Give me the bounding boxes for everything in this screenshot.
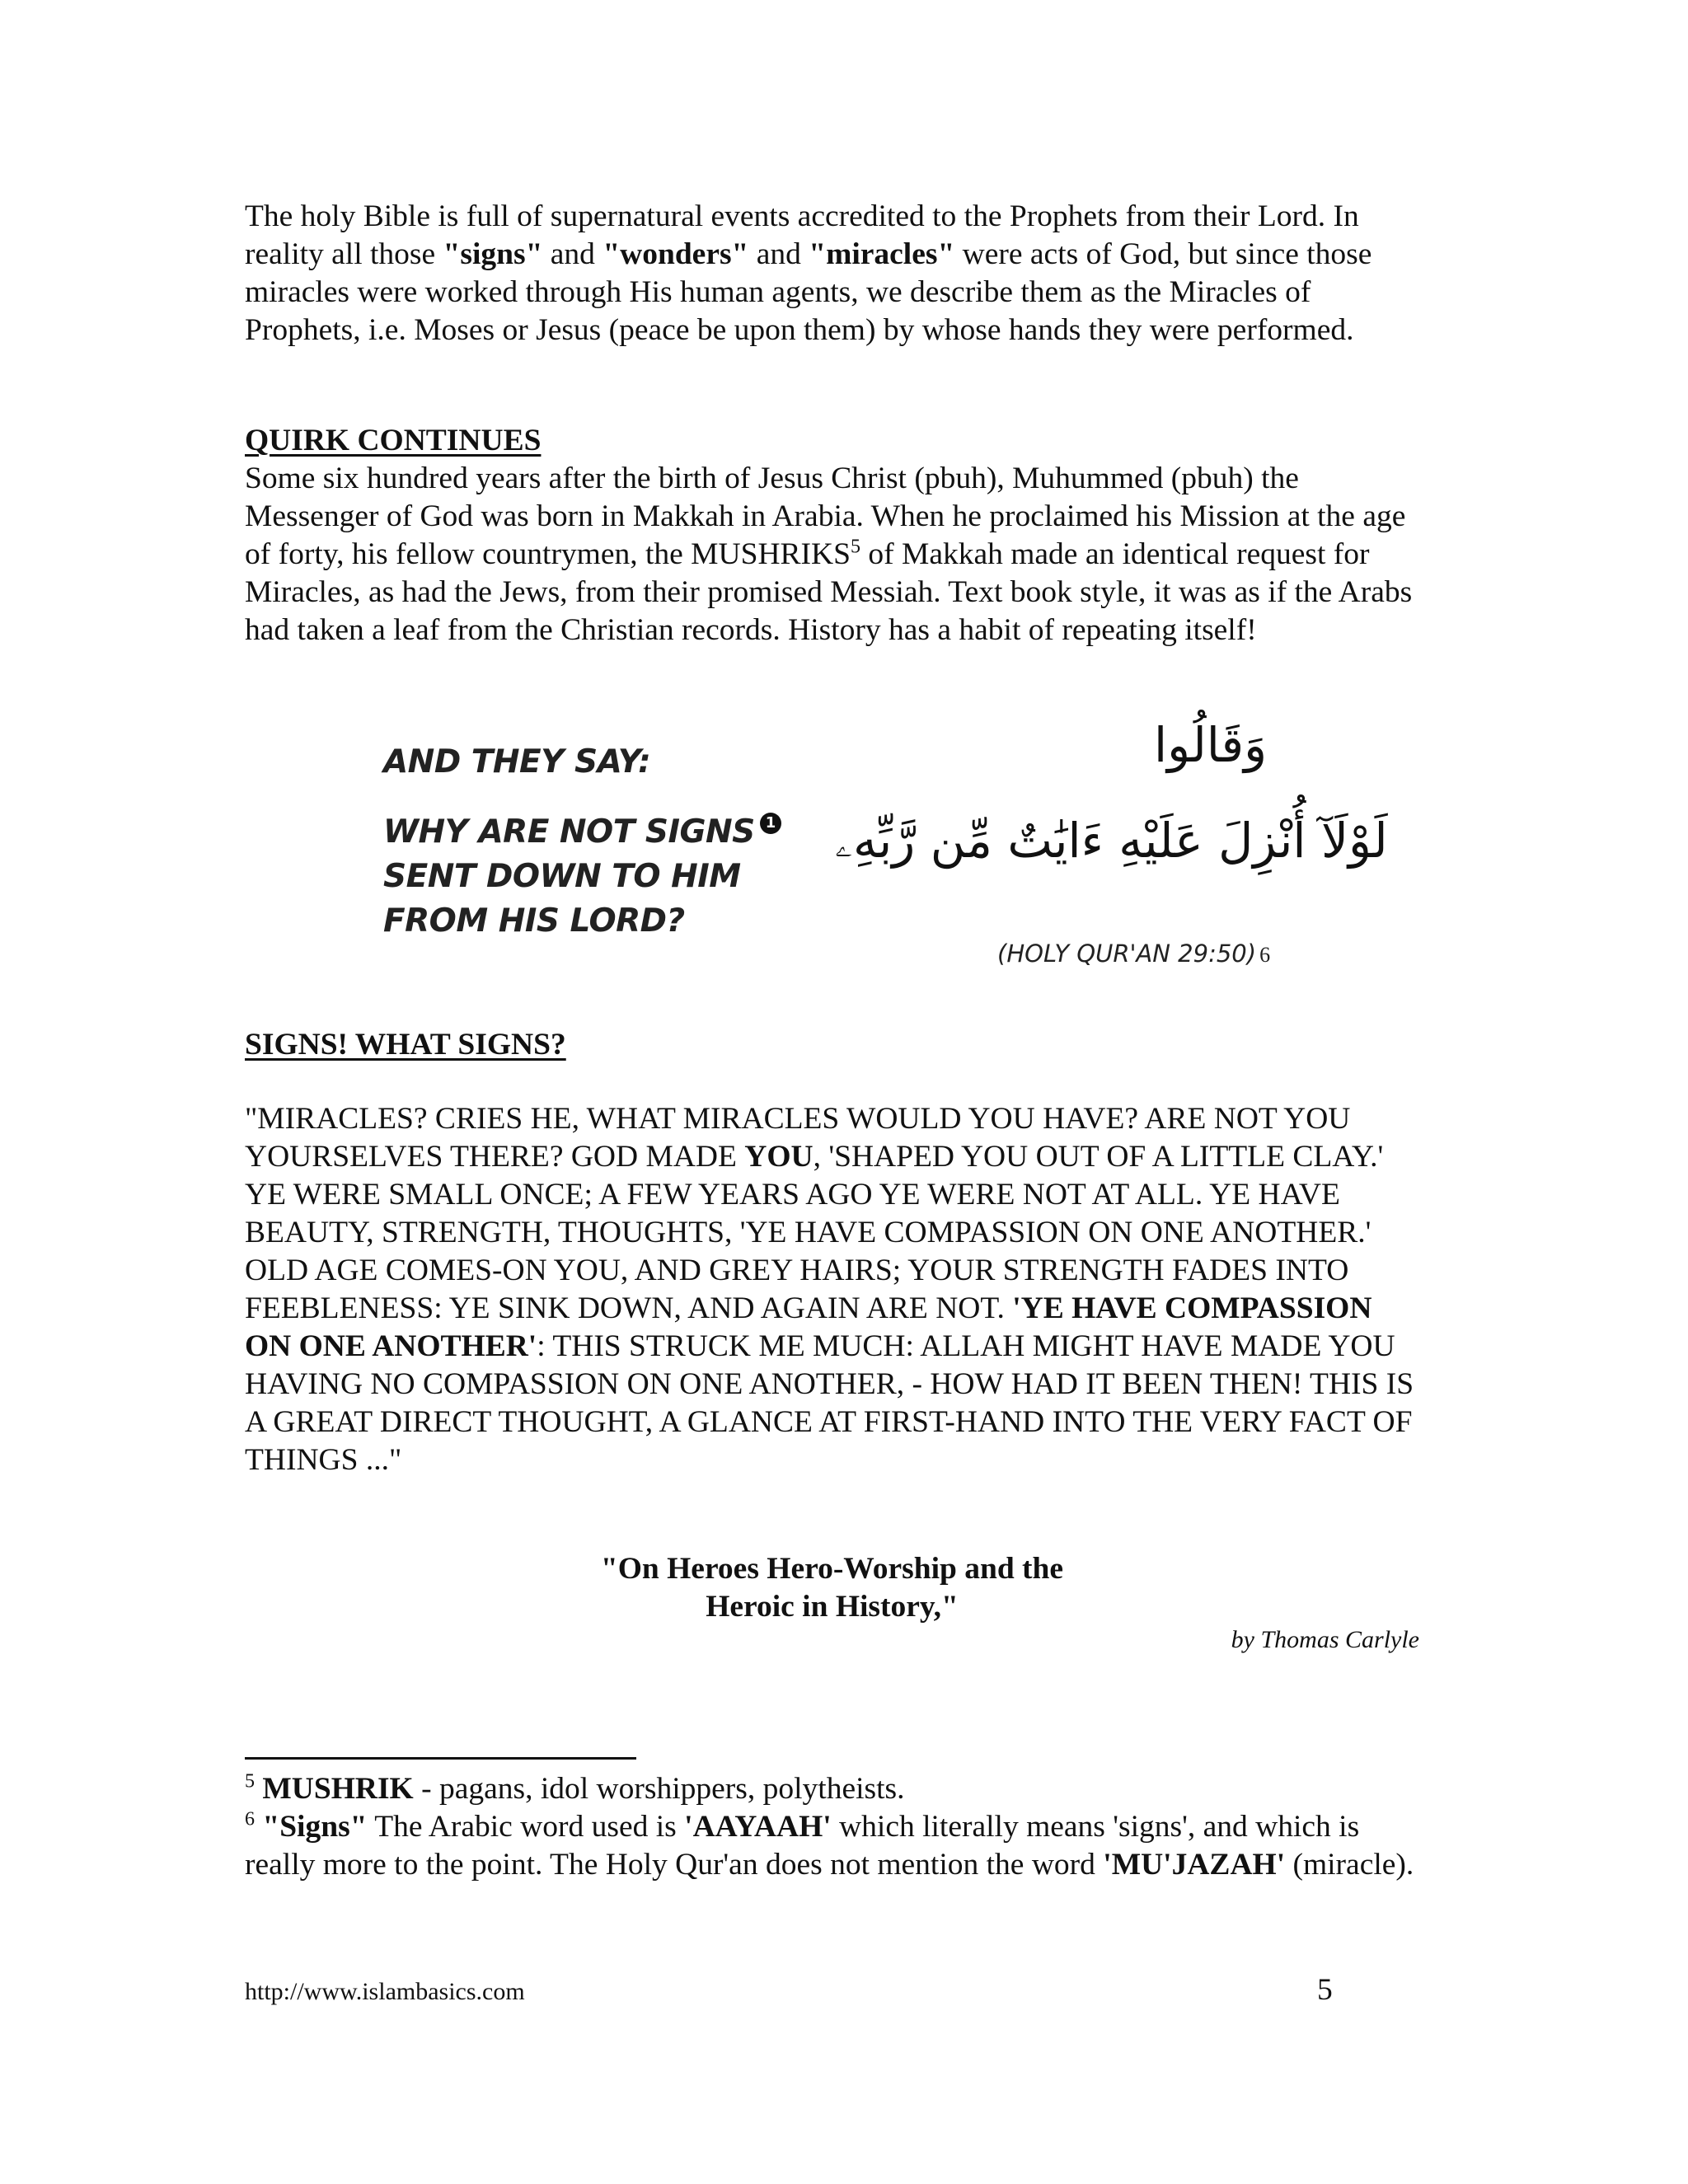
footnotes bbox=[245, 1770, 1419, 1884]
verse-line-3: SENT DOWN TO HIM bbox=[383, 858, 741, 895]
quote-compassion: 'YE HAVE COMPASSION ON ONE ANOTHER' bbox=[245, 1291, 1372, 1363]
verse-marker-icon: 1 bbox=[760, 813, 781, 834]
para1-text-1: The holy Bible is full of supernatural events accredited to the Prophets from their Lord. In reality all those bbox=[245, 199, 1359, 271]
source-byline: by Thomas Carlyle bbox=[1231, 1626, 1419, 1653]
footnote-6-text-1: The Arabic word used is bbox=[367, 1810, 685, 1844]
quirk-heading: QUIRK CONTINUES bbox=[245, 424, 542, 457]
verse-graphic bbox=[383, 717, 1388, 990]
verse-line-4: FROM HIS LORD? bbox=[383, 902, 685, 940]
footnote-6-number: 6 bbox=[245, 1808, 255, 1830]
source-title-2: Heroic in History," bbox=[706, 1590, 959, 1624]
footnote-5-text: - pagans, idol worshippers, polytheists. bbox=[413, 1772, 905, 1806]
verse-line-2-text: WHY ARE NOT SIGNS bbox=[383, 813, 755, 851]
signs-heading: SIGNS! WHAT SIGNS? bbox=[245, 1028, 566, 1062]
quirk-text-1: Some six hundred years after the birth of Jesus Christ (pbuh), Muhummed (pbuh) the Messenger of God was born in Makkah in Arabia. When he proclaimed his Mission at the age of forty, his fellow countrymen, the MUSHRIKS bbox=[245, 462, 1406, 571]
footnote-6-mujazah: 'MU'JAZAH' bbox=[1103, 1848, 1286, 1882]
footnote-5-number: 5 bbox=[245, 1770, 255, 1793]
footnote-6-aayaah: 'AAYAAH' bbox=[684, 1810, 832, 1844]
page-number: 5 bbox=[1317, 1973, 1333, 2007]
arabic-verse-1: وَقَالُوا bbox=[1154, 717, 1268, 773]
quirk-section bbox=[245, 422, 1419, 649]
verse-reference bbox=[997, 940, 1270, 968]
intro-paragraph bbox=[245, 198, 1419, 349]
miracles-term: "miracles" bbox=[809, 237, 955, 271]
quote-text-1: "MIRACLES? CRIES HE, WHAT MIRACLES WOULD YOU HAVE? ARE NOT YOU YOURSELVES THERE? GOD MADE bbox=[245, 1102, 1351, 1174]
quote-text-3: : THIS STRUCK ME MUCH: ALLAH MIGHT HAVE MADE YOU HAVING NO COMPASSION ON ONE ANOTHER, - HOW HAD IT BEEN THEN! THIS IS A GREAT DIRECT THOUGHT, A GLANCE AT FIRST-HAND INTO THE VERY FACT OF THINGS ..." bbox=[245, 1329, 1414, 1477]
para1-text-2: were acts of God, but since those miracles were worked through His human agents, we describe them as the Miracles of Prophets, i.e. Moses or Jesus (peace be upon them) by whose hands they were performed. bbox=[245, 237, 1372, 347]
verse-line-2 bbox=[383, 810, 781, 855]
verse-reference-note: 6 bbox=[1259, 943, 1271, 967]
footnote-5-term: MUSHRIK bbox=[262, 1772, 414, 1806]
quote-text-2: , 'SHAPED YOU OUT OF A LITTLE CLAY.' YE WERE SMALL ONCE; A FEW YEARS AGO YE WERE NOT AT ALL. YE HAVE BEAUTY, STRENGTH, THOUGHTS, 'YE HAVE COMPASSION ON ONE ANOTHER.' OLD AGE COMES-ON YOU, AND GREY HAIRS; YOUR STRENGTH FADES INTO FEEBLENESS: YE SINK DOWN, AND AGAIN ARE NOT. bbox=[245, 1140, 1384, 1325]
quirk-text-2: of Makkah made an identical request for Miracles, as had the Jews, from their promised Messiah. Text book style, it was as if the Arabs had taken a leaf from the Christian records. History has a habit of repeating itself! bbox=[245, 537, 1413, 647]
para1-and-2: and bbox=[748, 237, 809, 271]
footnote-5 bbox=[245, 1770, 1419, 1808]
arabic-verse-2: لَوْلَآ أُنْزِلَ عَلَيْهِ ءَايَٰتٌ مِّن رَّبِّهِۦ bbox=[835, 813, 1388, 869]
footer-url-link[interactable]: http://www.islambasics.com bbox=[245, 1978, 525, 2005]
footnote-6-text-3: (miracle). bbox=[1285, 1848, 1414, 1882]
signs-term: "signs" bbox=[443, 237, 543, 271]
footnote-6 bbox=[245, 1808, 1419, 1884]
footnote-ref-5: 5 bbox=[851, 536, 860, 558]
carlyle-quote bbox=[245, 1100, 1419, 1479]
source-title-1: "On Heroes Hero-Worship and the bbox=[600, 1552, 1064, 1586]
quote-you: YOU bbox=[744, 1140, 814, 1174]
footnote-6-text-2: which literally means 'signs', and which is really more to the point. The Holy Qur'an does not mention the word bbox=[245, 1810, 1360, 1882]
verse-line-1: AND THEY SAY: bbox=[383, 743, 651, 780]
verse-reference-text: (HOLY QUR'AN 29:50) bbox=[997, 940, 1257, 968]
para1-and-1: and bbox=[542, 237, 603, 271]
signs-heading-block bbox=[245, 1026, 1419, 1064]
footnote-6-term: "Signs" bbox=[262, 1810, 368, 1844]
footnote-divider bbox=[245, 1757, 636, 1760]
wonders-term: "wonders" bbox=[603, 237, 749, 271]
